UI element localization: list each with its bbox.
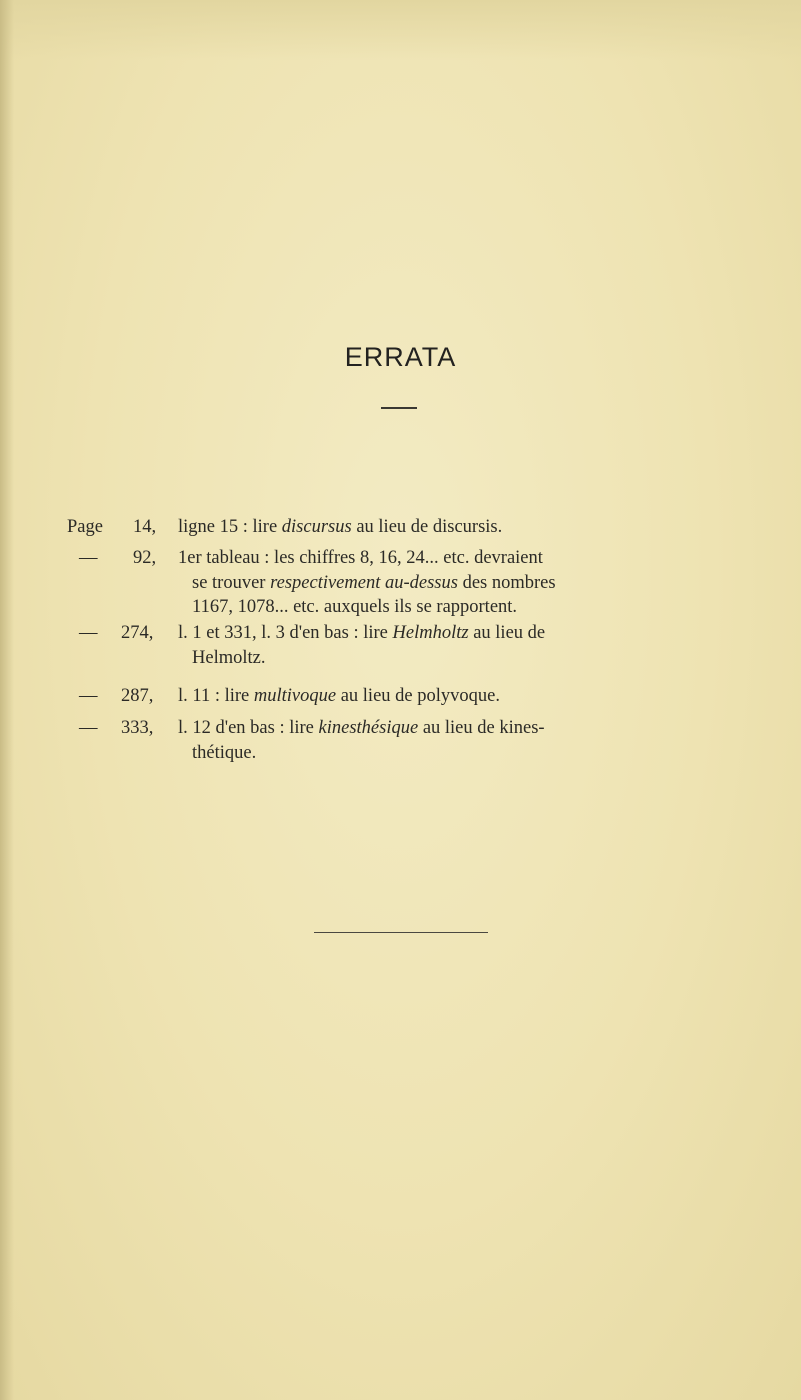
errata-line: 1167, 1078... etc. auxquels ils se rapportent. [192,597,518,617]
errata-line: l. 12 d'en bas : lire kinesthésique au lieu de kines- [178,718,545,738]
paper-edge-left [0,0,14,1400]
dash-label: — [79,548,98,568]
title-underline [381,407,417,409]
errata-line: l. 1 et 331, l. 3 d'en bas : lire Helmholtz au lieu de [178,623,546,643]
dash-label: — [79,686,98,706]
page-number: 14, [133,517,157,537]
page-number: 287, [121,686,154,706]
page-title: ERRATA [344,342,457,372]
errata-line: Helmoltz. [192,647,266,668]
dash-label: — [79,718,98,738]
errata-line: se trouver respectivement au-dessus des nombres [192,572,556,593]
closing-rule [314,932,488,933]
errata-line: 1er tableau : les chiffres 8, 16, 24... etc. devraient [178,548,543,568]
page-label: Page [67,517,103,537]
page-number: 333, [121,718,154,738]
dash-label: — [79,623,98,643]
errata-line: thétique. [192,742,257,763]
page-number: 92, [133,548,157,568]
paper-edge-top [0,0,801,60]
errata-line: ligne 15 : lire discursus au lieu de discursis. [178,517,503,537]
errata-line: l. 11 : lire multivoque au lieu de polyvoque. [178,686,500,706]
page-number: 274, [121,623,154,643]
